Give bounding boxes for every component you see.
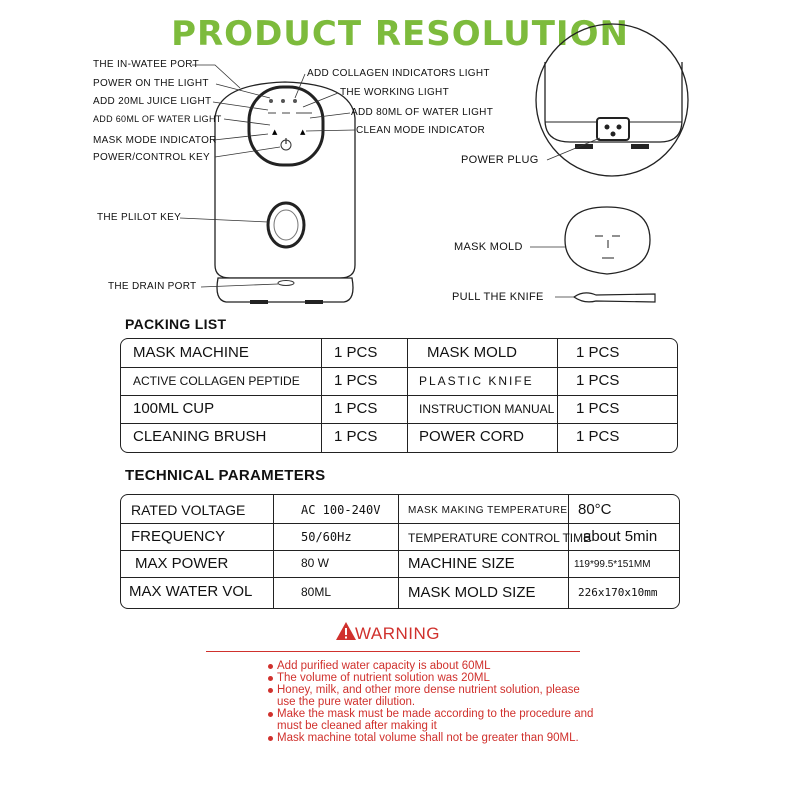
packing-heading: PACKING LIST: [125, 316, 227, 332]
label-pull-knife: PULL THE KNIFE: [452, 291, 544, 303]
table-cell: 1 PCS: [576, 428, 620, 445]
warning-divider: [206, 651, 580, 652]
table-cell: CLEANING BRUSH: [133, 428, 267, 445]
label-mask-mode: MASK MODE INDICATOR: [93, 135, 217, 146]
table-cell: 226x170x10mm: [578, 586, 658, 599]
control-panel: [249, 87, 323, 165]
label-in-water-port: THE IN-WATEE PORT: [93, 59, 200, 70]
technical-table: [120, 494, 680, 609]
list-item: Mask machine total volume shall not be greater than 90ML.: [268, 732, 598, 744]
table-cell: 1 PCS: [334, 344, 378, 361]
clean-mode-icon: ▲: [300, 128, 306, 136]
table-cell: 80 W: [301, 556, 330, 570]
table-cell: about 5min: [583, 528, 658, 545]
table-cell: POWER CORD: [419, 428, 524, 445]
label-power-on-light: POWER ON THE LIGHT: [93, 78, 209, 89]
table-cell: 1 PCS: [576, 344, 620, 361]
warning-icon: [335, 621, 357, 641]
label-drain-port: THE DRAIN PORT: [108, 281, 197, 292]
indicator-light: [269, 99, 273, 103]
label-collagen-light: ADD COLLAGEN INDICATORS LIGHT: [307, 68, 490, 79]
table-cell: 1 PCS: [576, 372, 620, 389]
plug-detail-circle: [536, 24, 688, 176]
table-cell: 100ML CUP: [133, 400, 215, 417]
table-cell: RATED VOLTAGE: [131, 502, 246, 518]
table-cell: 80ML: [301, 585, 332, 599]
power-plug-icon: [597, 118, 629, 140]
table-cell: ACTIVE COLLAGEN PEPTIDE: [133, 374, 300, 388]
table-cell: FREQUENCY: [131, 528, 226, 545]
label-pilot-key: THE PLILOT KEY: [97, 212, 182, 223]
table-cell: MAX WATER VOL: [129, 583, 253, 600]
table-cell: 80°C: [578, 501, 612, 518]
label-working-light: THE WORKING LIGHT: [340, 87, 449, 98]
list-item: Honey, milk, and other more dense nutrient solution, please use the pure water dilution.: [268, 684, 598, 708]
label-add-60ml-water: ADD 60ML OF WATER LIGHT: [93, 114, 222, 124]
list-item: Make the mask must be made according to the procedure and must be cleaned after making it: [268, 708, 598, 732]
table-cell: MASK MOLD SIZE: [408, 584, 536, 601]
page-title: PRODUCT RESOLUTION: [171, 14, 629, 54]
table-cell: 1 PCS: [334, 400, 378, 417]
mask-mode-icon: ▲: [272, 128, 278, 136]
label-power-plug: POWER PLUG: [461, 154, 539, 166]
machine-base: [217, 278, 353, 302]
list-item: The volume of nutrient solution was 20ML: [268, 672, 598, 684]
table-cell: MASK MAKING TEMPERATURE: [408, 505, 568, 516]
table-cell: 1 PCS: [576, 400, 620, 417]
label-add-20ml-juice: ADD 20ML JUICE LIGHT: [93, 96, 212, 107]
indicator-light: [281, 99, 285, 103]
table-cell: TEMPERATURE CONTROL TIME: [408, 531, 592, 545]
label-power-key: POWER/CONTROL KEY: [93, 152, 210, 163]
table-cell: 1 PCS: [334, 372, 378, 389]
warning-list: [268, 660, 598, 744]
label-clean-mode: CLEAN MODE INDICATOR: [356, 125, 485, 136]
table-cell: AC 100-240V: [301, 503, 381, 517]
warning-title: WARNING: [355, 624, 441, 643]
label-add-80ml-water: ADD 80ML OF WATER LIGHT: [351, 107, 494, 118]
table-cell: MACHINE SIZE: [408, 555, 515, 572]
technical-heading: TECHNICAL PARAMETERS: [125, 467, 326, 484]
table-cell: 119*99.5*151MM: [574, 559, 651, 570]
table-cell: MASK MACHINE: [133, 344, 249, 361]
table-cell: INSTRUCTION MANUAL: [419, 402, 555, 416]
table-cell: MASK MOLD: [427, 344, 518, 361]
table-cell: 1 PCS: [334, 428, 378, 445]
knife-icon: [574, 293, 655, 302]
table-cell: MAX POWER: [135, 555, 229, 572]
table-cell: 50/60Hz: [301, 530, 352, 544]
table-cell: PLASTIC KNIFE: [419, 374, 534, 388]
packing-table: [120, 338, 678, 453]
label-mask-mold: MASK MOLD: [454, 241, 523, 253]
list-item: Add purified water capacity is about 60ML: [268, 660, 598, 672]
indicator-light: [293, 99, 297, 103]
